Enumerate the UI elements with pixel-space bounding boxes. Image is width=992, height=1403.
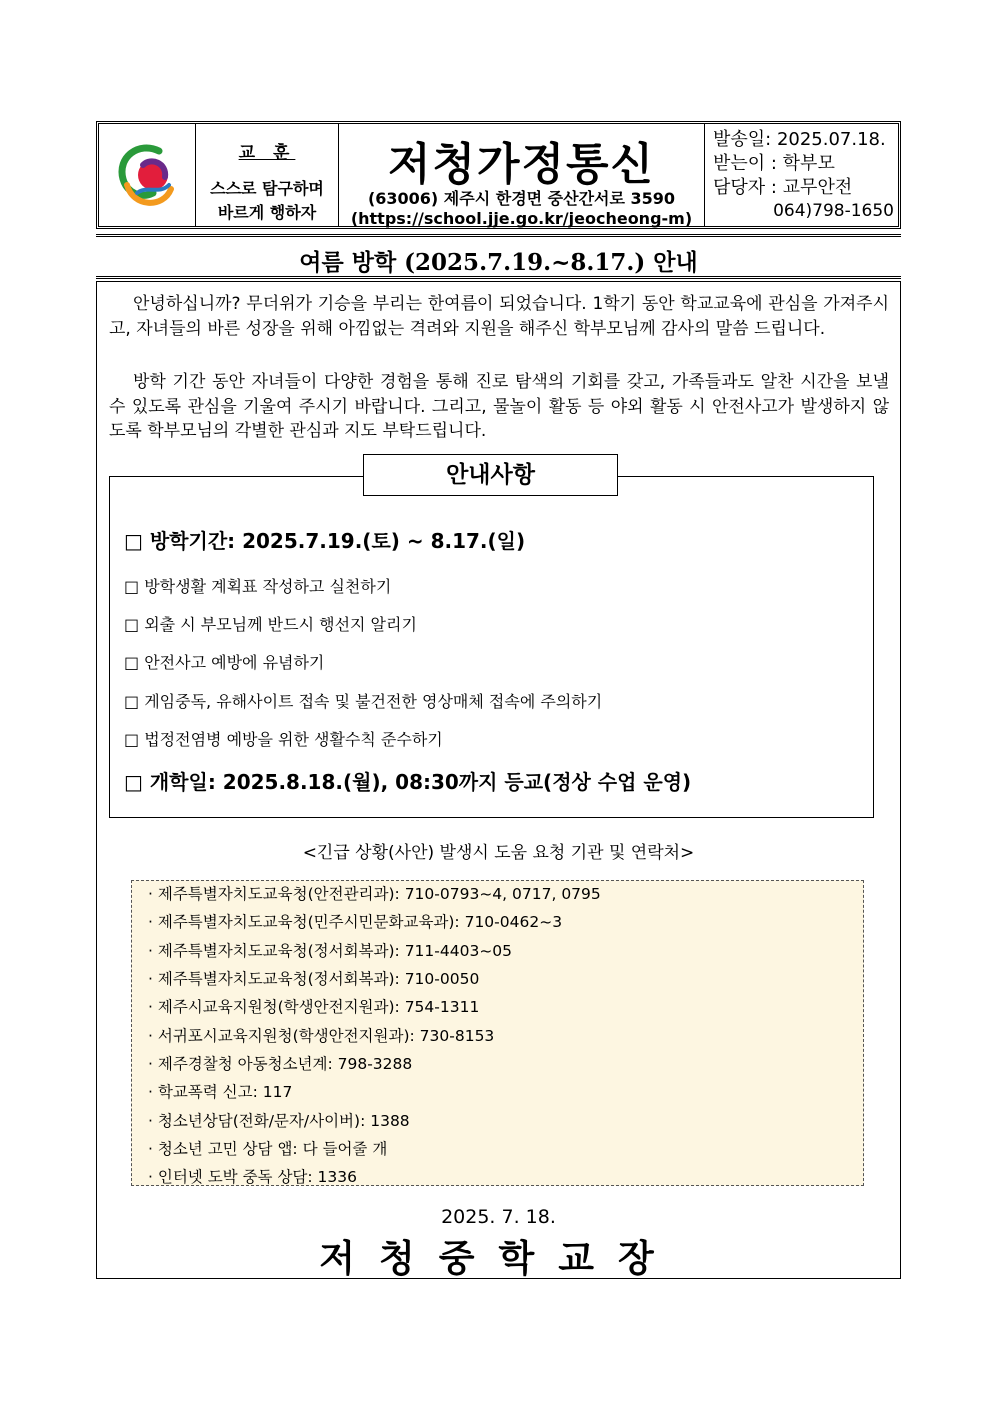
- school-url[interactable]: (https://school.jje.go.kr/jeocheong-m): [350, 209, 693, 228]
- emergency-contacts-box: [131, 880, 864, 1186]
- list-item: · 제주특별자치도교육청(민주시민문화교육과): 710-0462~3: [148, 913, 563, 931]
- list-item: · 제주시교육지원청(학생안전지원과): 754-1311: [148, 998, 480, 1016]
- title-cell: [339, 124, 705, 226]
- guide-item: □ 법정전염병 예방을 위한 생활수칙 준수하기: [124, 730, 443, 749]
- motto-heading: 교 훈: [238, 143, 296, 163]
- list-item: · 청소년상담(전화/문자/사이버): 1388: [148, 1112, 410, 1130]
- notice-body: [96, 281, 901, 1279]
- school-address: (63006) 제주시 한경면 중산간서로 3590: [367, 189, 676, 208]
- list-item: · 제주특별자치도교육청(정서회복과): 710-0050: [148, 970, 480, 988]
- list-item: · 서귀포시교육지원청(학생안전지원과): 730-8153: [148, 1027, 495, 1045]
- issue-date: 2025. 7. 18.: [441, 1206, 556, 1228]
- principal-signature: 저청중학교장: [319, 1237, 678, 1280]
- list-item: · 제주특별자치도교육청(안전관리과): 710-0793~4, 0717, 0795: [148, 885, 601, 903]
- guide-box: [109, 476, 874, 818]
- list-item: · 제주특별자치도교육청(정서회복과): 711-4403~05: [148, 942, 513, 960]
- contact-person: 담당자 : 교무안전: [713, 177, 853, 198]
- list-item: · 인터넷 도박 중독 상담: 1336: [148, 1168, 357, 1186]
- list-item: · 학교폭력 신고: 117: [148, 1083, 293, 1101]
- school-motto-cell: [196, 124, 339, 226]
- guide-item: □ 안전사고 예방에 유념하기: [124, 653, 325, 672]
- title-divider: [96, 276, 901, 279]
- sending-info-cell: [705, 124, 898, 226]
- school-logo-cell: [99, 124, 196, 226]
- guide-item: □ 외출 시 부모님께 반드시 행선지 알리기: [124, 615, 417, 634]
- guide-item: □ 게임중독, 유해사이트 접속 및 불건전한 영상매체 접속에 주의하기: [124, 692, 603, 711]
- intro-paragraph-1: 안녕하십니까? 무더위가 기승을 부리는 한여름이 되었습니다. 1학기 동안 학교교육에 관심을 가져주시고, 자녀들의 바른 성장을 위해 아낌없는 격려와 지원을 해주신 학부모님께 감사의 말씀 드립니다.: [109, 294, 889, 339]
- contact-phone: 064)798-1650: [773, 201, 894, 221]
- newsletter-header: [96, 121, 901, 229]
- header-divider: [96, 234, 901, 237]
- guide-item: □ 방학생활 계획표 작성하고 실천하기: [124, 577, 392, 596]
- motto-line-2: 바르게 행하자: [217, 203, 317, 222]
- intro-paragraph-2: 방학 기간 동안 자녀들이 다양한 경험을 통해 진로 탐색의 기회를 갖고, 가족들과도 알찬 시간을 보낼 수 있도록 관심을 기울여 주시기 바랍니다. 그리고, 물놀이 활동 등 야외 활동 시 안전사고가 발생하지 않도록 학부모님의 각별한 관심과 지도 부탁드립니다.: [109, 372, 889, 441]
- guide-title: 안내사항: [363, 454, 618, 496]
- sent-date: 발송일: 2025.07.18.: [713, 129, 886, 150]
- notice-title: 여름 방학 (2025.7.19.~8.17.) 안내: [299, 249, 698, 276]
- newsletter-title: 저청가정통신: [387, 139, 656, 190]
- list-item: · 청소년 고민 상담 앱: 다 들어줄 개: [148, 1140, 388, 1158]
- recipient: 받는이 : 학부모: [713, 153, 835, 174]
- list-item: · 제주경찰청 아동청소년계: 798-3288: [148, 1055, 413, 1073]
- guide-item: □ 방학기간: 2025.7.19.(토) ~ 8.17.(일): [124, 529, 526, 553]
- motto-line-1: 스스로 탐구하며: [210, 179, 324, 198]
- guide-item: □ 개학일: 2025.8.18.(월), 08:30까지 등교(정상 수업 운영): [124, 770, 692, 794]
- emergency-title: <긴급 상황(사안) 발생시 도움 요청 기관 및 연락처>: [302, 843, 695, 863]
- school-logo-icon: [107, 135, 187, 215]
